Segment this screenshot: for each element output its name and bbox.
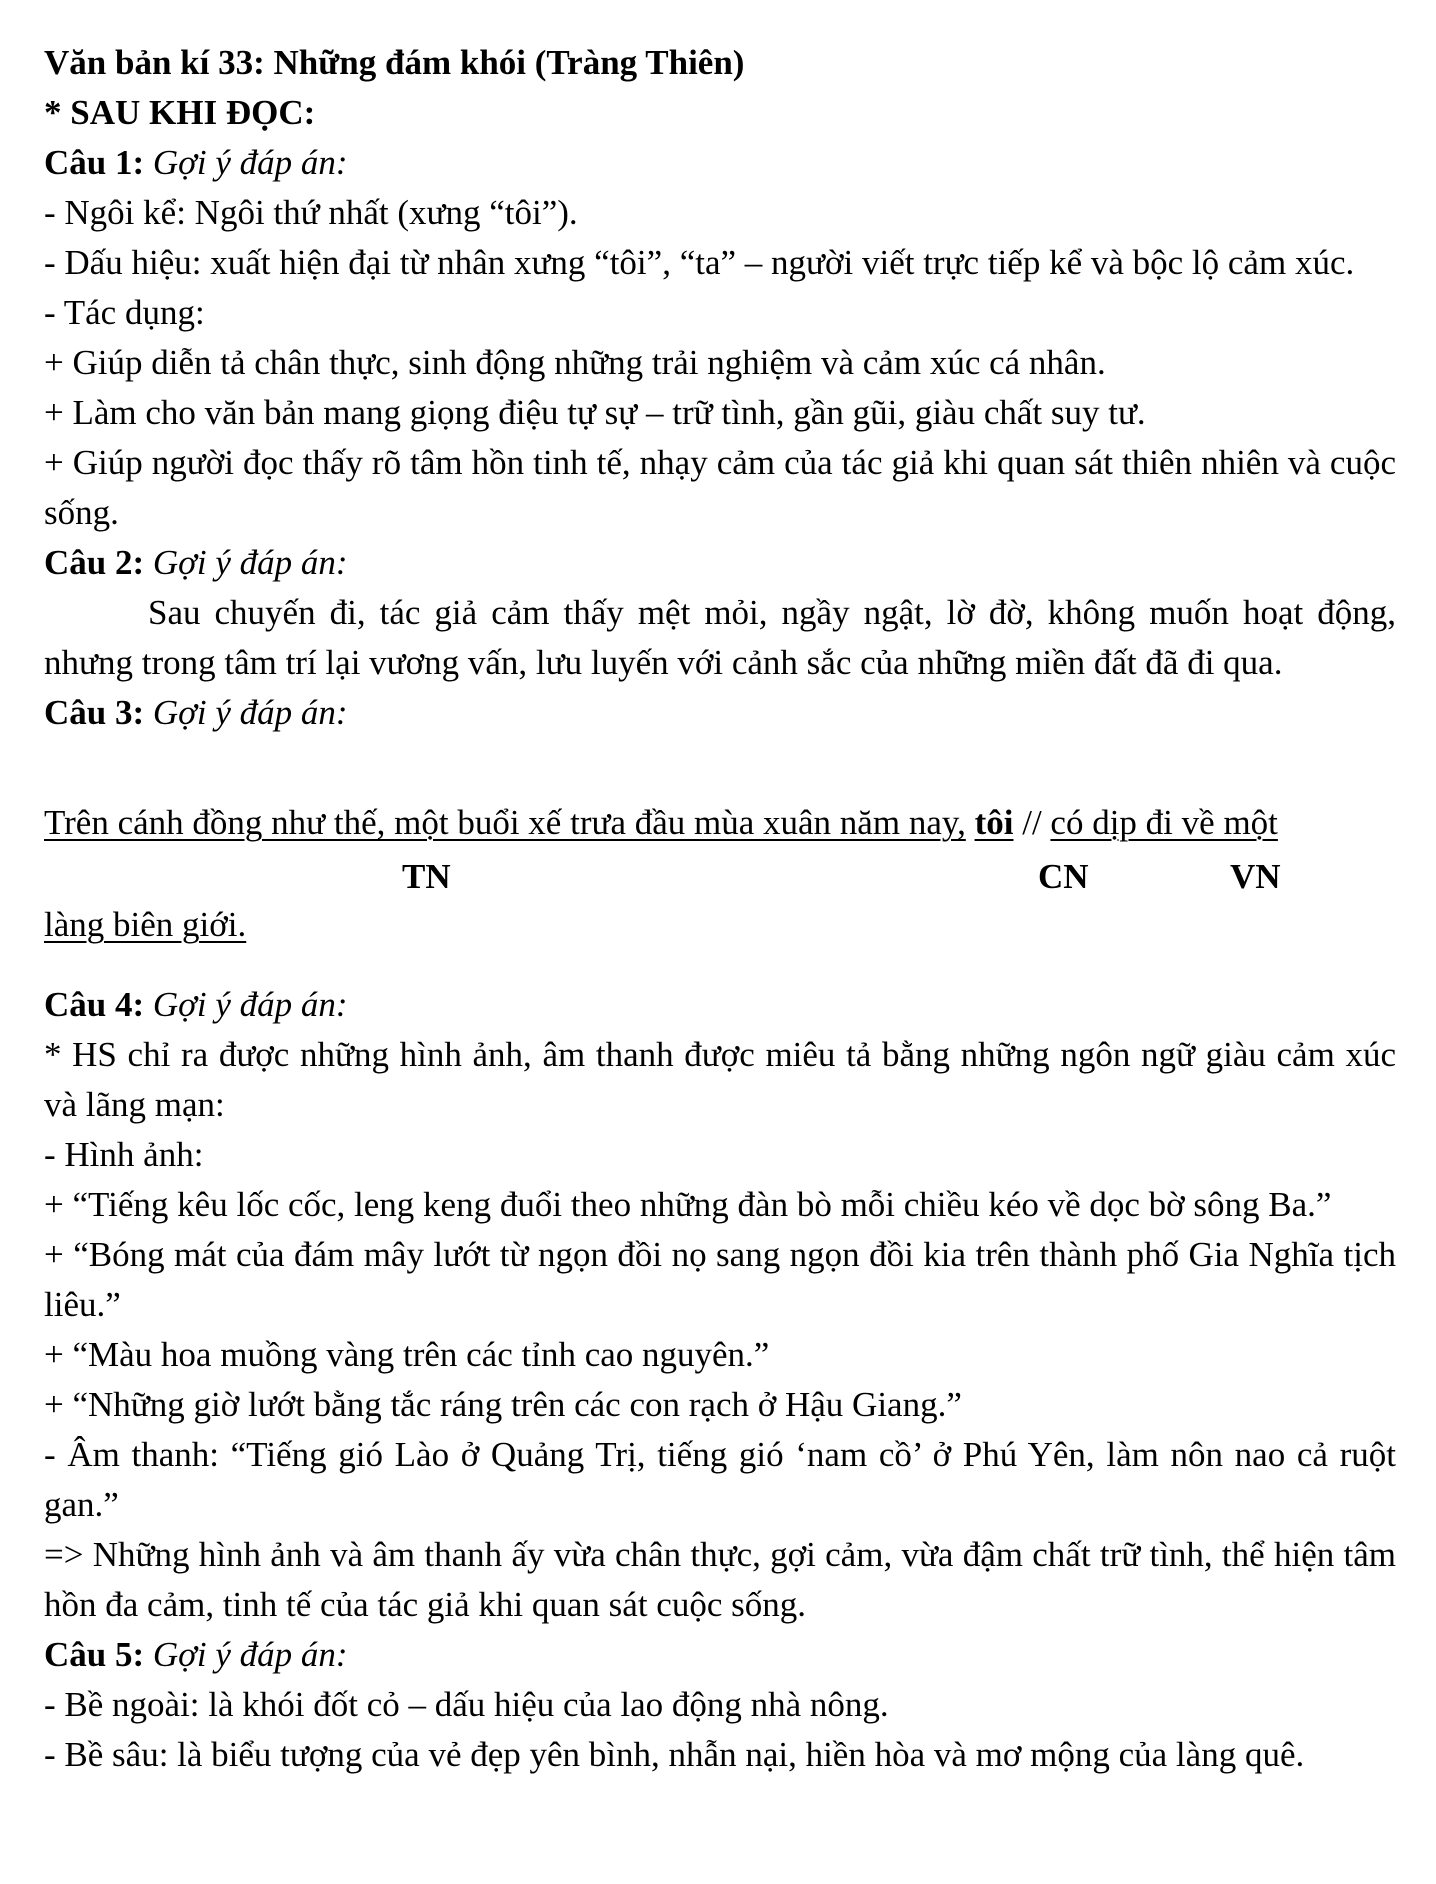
q4-line: - Âm thanh: “Tiếng gió Lào ở Quảng Trị, tiếng gió ‘nam cồ’ ở Phú Yên, làm nôn nao cả ruột gan.” [44, 1435, 1396, 1524]
q4-line: + “Những giờ lướt bằng tắc ráng trên các con rạch ở Hậu Giang.” [44, 1385, 962, 1424]
answer-hint: Gợi ý đáp án: [152, 985, 348, 1024]
q4-line: + “Tiếng kêu lốc cốc, leng keng đuổi theo những đàn bò mỗi chiều kéo về dọc bờ sông Ba.” [44, 1185, 1332, 1224]
q1-line: - Ngôi kể: Ngôi thứ nhất (xưng “tôi”). [44, 193, 578, 232]
adverbial-phrase: Trên cánh đồng như thế, một buổi xế trưa đầu mùa xuân năm nay, [44, 803, 966, 842]
question-4-heading [44, 980, 1396, 1030]
question-label: Câu 3: [44, 693, 145, 732]
vn-label: VN [1230, 857, 1281, 896]
predicate-phrase-cont: làng biên giới. [44, 905, 247, 944]
q1-line: - Dấu hiệu: xuất hiện đại từ nhân xưng “tôi”, “ta” – người viết trực tiếp kể và bộc lộ cảm xúc. [44, 243, 1355, 282]
q1-line: + Giúp người đọc thấy rõ tâm hồn tinh tế, nhạy cảm của tác giả khi quan sát thiên nhiên và cuộc sống. [44, 443, 1396, 532]
question-label: Câu 5: [44, 1635, 145, 1674]
question-label: Câu 2: [44, 543, 145, 582]
analysed-sentence-cont [44, 900, 246, 950]
answer-hint: Gợi ý đáp án: [152, 543, 348, 582]
analysed-sentence [44, 798, 1278, 848]
q5-line: - Bề ngoài: là khói đốt cỏ – dấu hiệu của lao động nhà nông. [44, 1685, 889, 1724]
question-3-heading [44, 688, 1396, 738]
question-5-heading [44, 1630, 1396, 1680]
answer-hint: Gợi ý đáp án: [152, 693, 348, 732]
q1-line: - Tác dụng: [44, 293, 205, 332]
answer-hint: Gợi ý đáp án: [152, 1635, 348, 1674]
sentence-analysis [44, 788, 1396, 944]
spacer [44, 738, 1396, 788]
spacer [44, 938, 1396, 980]
separator: // [1022, 803, 1042, 842]
q5-line: - Bề sâu: là biểu tượng của vẻ đẹp yên bình, nhẫn nại, hiền hòa và mơ mộng của làng quê. [44, 1735, 1305, 1774]
document-title: Văn bản kí 33: Những đám khói (Tràng Thiên) [44, 43, 745, 82]
q1-line: + Làm cho văn bản mang giọng điệu tự sự – trữ tình, gần gũi, giàu chất suy tư. [44, 393, 1146, 432]
q1-line: + Giúp diễn tả chân thực, sinh động những trải nghiệm và cảm xúc cá nhân. [44, 343, 1106, 382]
question-label: Câu 1: [44, 143, 145, 182]
cn-label: CN [1038, 857, 1089, 896]
answer-hint: Gợi ý đáp án: [152, 143, 348, 182]
q4-line: - Hình ảnh: [44, 1135, 204, 1174]
q4-line: => Những hình ảnh và âm thanh ấy vừa chân thực, gợi cảm, vừa đậm chất trữ tình, thể hiện tâm hồn đa cảm, tinh tế của tác giả khi quan sát cuộc sống. [44, 1535, 1396, 1624]
q4-line: + “Màu hoa muồng vàng trên các tỉnh cao nguyên.” [44, 1335, 770, 1374]
tn-label: TN [402, 857, 451, 896]
question-2-heading [44, 538, 1396, 588]
subject-word: tôi [974, 803, 1014, 842]
section-heading: * SAU KHI ĐỌC: [44, 93, 316, 132]
predicate-phrase: có dịp đi về một [1050, 803, 1278, 842]
question-label: Câu 4: [44, 985, 145, 1024]
question-1-heading [44, 138, 1396, 188]
q4-line: * HS chỉ ra được những hình ảnh, âm thanh được miêu tả bằng những ngôn ngữ giàu cảm xúc và lãng mạn: [44, 1035, 1396, 1124]
q4-line: + “Bóng mát của đám mây lướt từ ngọn đồi nọ sang ngọn đồi kia trên thành phố Gia Nghĩa tịch liêu.” [44, 1235, 1396, 1324]
q2-paragraph: Sau chuyến đi, tác giả cảm thấy mệt mỏi, ngầy ngật, lờ đờ, không muốn hoạt động, nhưng trong tâm trí lại vương vấn, lưu luyến với cảnh sắc của những miền đất đã đi qua. [44, 593, 1396, 682]
